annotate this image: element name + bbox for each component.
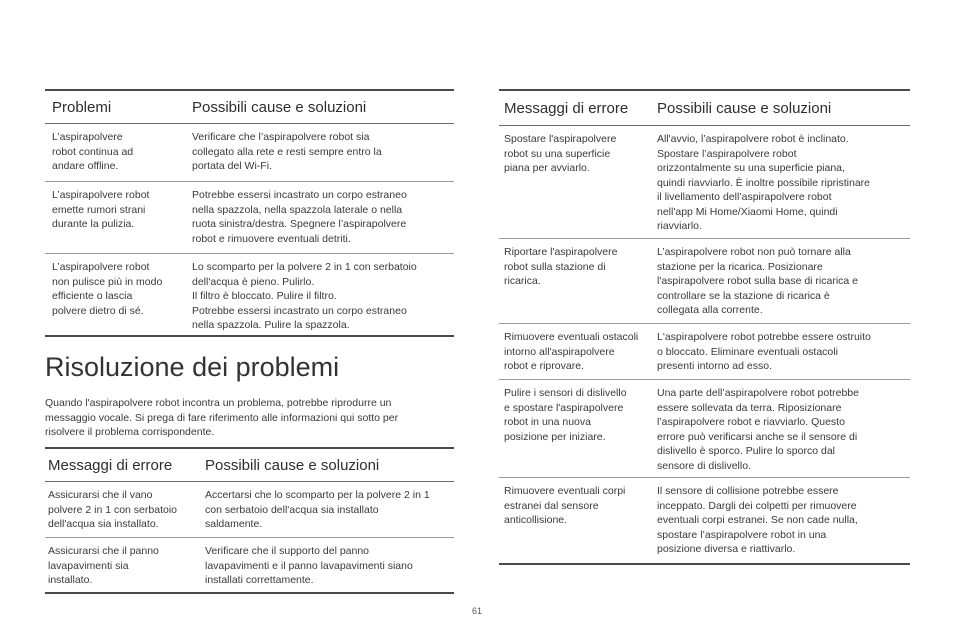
- table-row: [45, 182, 454, 254]
- header-messages: Messaggi di errore: [504, 99, 629, 117]
- problem-cell: L’aspirapolvere robot emette rumori strani durante la pulizia.: [52, 189, 150, 230]
- problem-cell: L’aspirapolvere robot non pulisce più in modo efficiente o lascia polvere dietro di sé.: [52, 261, 163, 317]
- message-cell: Pulire i sensori di dislivello e spostare l'aspirapolvere robot in una nuova posizione per iniziare.: [504, 387, 627, 443]
- page-number: 61: [471, 606, 482, 616]
- solution-cell: L'aspirapolvere robot potrebbe essere ostruito o bloccato. Eliminare eventuali ostacoli presenti intorno ad esso.: [657, 331, 871, 372]
- message-cell: Assicurarsi che il vano polvere 2 in 1 con serbatoio dell'acqua sia installato.: [48, 489, 177, 530]
- table-row: [45, 254, 454, 337]
- section-title: Risoluzione dei problemi: [45, 352, 340, 382]
- solution-cell: Verificare che il supporto del panno lavapavimenti e il panno lavapavimenti siano installati correttamente.: [205, 545, 413, 586]
- solution-cell: Una parte dell’aspirapolvere robot potrebbe essere sollevata da terra. Riposizionare l’aspirapolvere robot e riavviarlo. Questo errore può verificarsi anche se il sensore di dislivello è sporco. Pulire lo sporco dal sensore di dislivello.: [657, 387, 859, 472]
- solution-cell: Il sensore di collisione potrebbe essere inceppato. Dargli dei colpetti per rimuovere eventuali corpi estranei. Se non cade nulla, spostare l’aspirapolvere robot in una posizione diversa e riattivarlo.: [657, 485, 858, 555]
- error-messages-table-left: [45, 447, 454, 594]
- table-header: [45, 89, 454, 124]
- header-causes: Possibili cause e soluzioni: [657, 99, 832, 117]
- message-cell: Rimuovere eventuali ostacoli intorno all'aspirapolvere robot e riprovare.: [504, 331, 639, 372]
- problems-table: [45, 89, 454, 337]
- table-row: [45, 124, 454, 182]
- table-row: [45, 538, 454, 594]
- table-header: [499, 89, 910, 126]
- table-row: [499, 126, 910, 239]
- error-messages-table-right: [499, 89, 910, 565]
- header-messages: Messaggi di errore: [48, 456, 173, 474]
- message-cell: Assicurarsi che il panno lavapavimenti sia installato.: [48, 545, 159, 586]
- solution-cell: Verificare che l’aspirapolvere robot sia collegato alla rete e resti sempre entro la portata del Wi-Fi.: [192, 131, 382, 172]
- table-row: [45, 482, 454, 538]
- solution-cell: Potrebbe essersi incastrato un corpo estraneo nella spazzola, nella spazzola laterale o nella ruota sinistra/destra. Spegnere l’aspirapolvere robot e rimuovere eventuali detriti.: [192, 189, 407, 245]
- table-header: [45, 447, 454, 482]
- table-row: [499, 380, 910, 478]
- message-cell: Spostare l'aspirapolvere robot su una superficie piana per avviarlo.: [504, 133, 617, 174]
- header-causes: Possibili cause e soluzioni: [192, 98, 367, 116]
- solution-cell: L’aspirapolvere robot non può tornare alla stazione per la ricarica. Posizionare l'aspirapolvere robot sulla base di ricarica e controllare se la stazione di ricarica è collegata alla corrente.: [657, 246, 859, 316]
- message-cell: Rimuovere eventuali corpi estranei dal sensore anticollisione.: [504, 485, 626, 526]
- solution-cell: All'avvio, l’aspirapolvere robot è inclinato. Spostare l’aspirapolvere robot orizzontalmente su una superficie piana, quindi riavviarlo. È inoltre possibile ripristinare il livellamento dell’aspirapolvere robot nell'app Mi Home/Xiaomi Home, quindi riavviarlo.: [657, 133, 871, 232]
- table-row: [499, 239, 910, 324]
- table-row: [499, 478, 910, 565]
- problem-cell: L’aspirapolvere robot continua ad andare offline.: [52, 131, 134, 172]
- section-intro: Quando l'aspirapolvere robot incontra un problema, potrebbe riprodurre un messaggio vocale. Si prega di fare riferimento alle informazioni qui sotto per risolvere il problema corrispondente.: [45, 397, 399, 438]
- table-row: [499, 324, 910, 380]
- solution-cell: Lo scomparto per la polvere 2 in 1 con serbatoio dell'acqua è pieno. Pulirlo. Il filtro è bloccato. Pulire il filtro. Potrebbe essersi incastrato un corpo estraneo nella spazzola. Pulire la spazzola.: [192, 261, 417, 331]
- header-problems: Problemi: [52, 98, 112, 116]
- message-cell: Riportare l'aspirapolvere robot sulla stazione di ricarica.: [504, 246, 618, 287]
- header-causes: Possibili cause e soluzioni: [205, 456, 380, 474]
- solution-cell: Accertarsi che lo scomparto per la polvere 2 in 1 con serbatoio dell'acqua sia installato saldamente.: [205, 489, 430, 530]
